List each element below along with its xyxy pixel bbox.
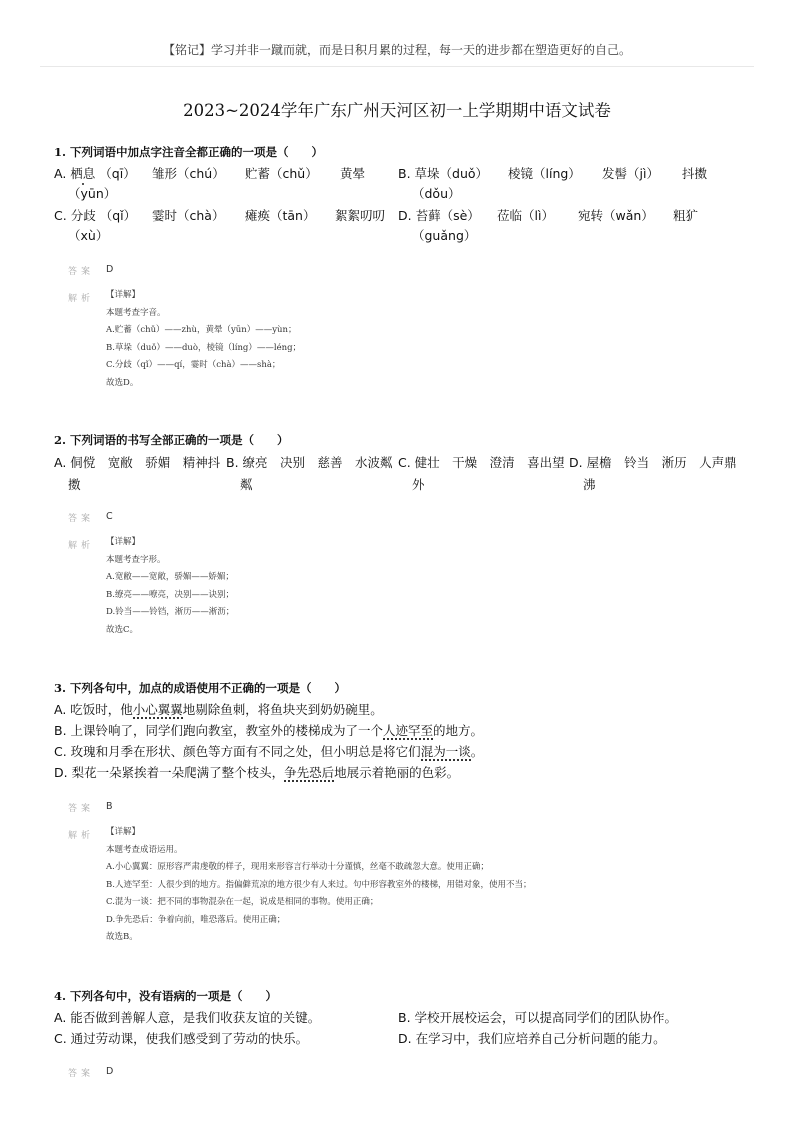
option-word: 发髻（jì） bbox=[602, 166, 659, 181]
analysis-label: 解析 bbox=[68, 831, 95, 841]
answer-value: D bbox=[106, 264, 114, 275]
answer-label: 答案 bbox=[68, 267, 95, 277]
option-word: 棱镜（líng） bbox=[508, 166, 581, 181]
question-4-stem: 4. 下列各句中，没有语病的一项是（ ） bbox=[54, 989, 278, 1003]
option-word: 栖息 bbox=[70, 166, 96, 181]
option-word: 分歧 bbox=[70, 208, 96, 223]
option-word: 抖擞 bbox=[682, 166, 708, 181]
option-pinyin-wrap: （xù） bbox=[68, 228, 109, 243]
emphasized-idiom: 人迹罕至 bbox=[383, 723, 434, 738]
question-2-option-c[interactable]: C. 健壮 干燥 澄清 喜出望 bbox=[398, 455, 565, 470]
question-3-stem: 3. 下列各句中，加点的成语使用不正确的一项是（ ） bbox=[54, 681, 347, 695]
option-pinyin-wrap: （dǒu） bbox=[412, 186, 461, 201]
answer-value: C bbox=[106, 511, 113, 522]
motto-banner: 【铭记】学习并非一蹴而就，而是日积月累的过程，每一天的进步都在塑造更好的自己。 bbox=[162, 43, 631, 57]
analysis-label: 解析 bbox=[68, 541, 95, 551]
analysis-text: 【详解】 本题考查字形。 A.宽敝——宽敞，骄媚——娇媚； B.缭亮——嘹亮，决别——诀别； D.铃当——铃铛，淅历——淅沥； 故选C。 bbox=[106, 537, 235, 635]
emphasized-idiom: 混为一谈 bbox=[420, 744, 471, 759]
answer-value: B bbox=[106, 801, 113, 812]
option-wrap: 粼 bbox=[240, 477, 253, 492]
question-4-option-d[interactable]: D. 在学习中，我们应培养自己分析问题的能力。 bbox=[398, 1031, 666, 1046]
question-3-option-a[interactable]: A. 吃饭时，他小心翼翼地剔除鱼刺，将鱼块夹到奶奶碗里。 bbox=[54, 702, 383, 717]
option-pinyin-wrap: （guǎng） bbox=[412, 228, 477, 243]
answer-label: 答案 bbox=[68, 514, 95, 524]
question-1-option-b[interactable] bbox=[398, 164, 488, 182]
emphasized-idiom: 争先恐后 bbox=[284, 765, 335, 780]
option-letter: C. bbox=[54, 208, 67, 223]
answer-label: 答案 bbox=[68, 1069, 95, 1079]
option-wrap: 沸 bbox=[583, 477, 596, 492]
option-word: 雏形（chú） bbox=[152, 166, 225, 181]
emphasized-idiom: 小心翼翼 bbox=[132, 702, 183, 717]
question-2-option-a[interactable]: A. 侗傥 宽敝 骄媚 精神抖 bbox=[54, 455, 221, 470]
option-pinyin-wrap: （yūn） bbox=[68, 186, 117, 201]
question-1-option-d[interactable] bbox=[398, 206, 480, 224]
question-2-option-d[interactable]: D. 屋檐 铃当 淅历 人声鼎 bbox=[569, 455, 737, 470]
option-word: 苔藓（sè） bbox=[415, 208, 480, 223]
header-divider bbox=[40, 66, 754, 67]
option-word: 贮蓄（chǔ） bbox=[245, 166, 318, 181]
option-word: 絮絮叨叨 bbox=[335, 208, 386, 223]
option-letter: A. bbox=[54, 166, 67, 181]
question-4-option-b[interactable]: B. 学校开展校运会，可以提高同学们的团队协作。 bbox=[398, 1010, 678, 1025]
option-letter: D. bbox=[398, 208, 412, 223]
answer-label: 答案 bbox=[68, 804, 95, 814]
question-2-stem: 2. 下列词语的书写全部正确的一项是（ ） bbox=[54, 433, 289, 447]
option-word: 粗犷 bbox=[673, 208, 699, 223]
option-pinyin: （qǐ） bbox=[99, 208, 137, 223]
option-pinyin: （qī） bbox=[99, 166, 136, 181]
analysis-text: 【详解】 本题考查字音。 A.贮蓄（chǔ）——zhù，黄晕（yūn）——yùn； B.草垛（duǒ）——duò，棱镜（líng）——léng； C.分歧（qǐ）——qí，霎时（chà）——shà； 故选D。 bbox=[106, 290, 302, 388]
option-wrap: 外 bbox=[412, 477, 425, 492]
question-4-option-c[interactable]: C. 通过劳动课，使我们感受到了劳动的快乐。 bbox=[54, 1031, 309, 1046]
question-3-option-d[interactable]: D. 梨花一朵紧挨着一朵爬满了整个枝头，争先恐后地展示着艳丽的色彩。 bbox=[54, 765, 460, 780]
question-3-option-c[interactable]: C. 玫瑰和月季在形状、颜色等方面有不同之处，但小明总是将它们混为一谈。 bbox=[54, 744, 484, 759]
question-1-option-a[interactable] bbox=[54, 164, 136, 182]
option-word: 草垛（duǒ） bbox=[414, 166, 489, 181]
question-2-option-b[interactable]: B. 缭亮 决别 慈善 水波粼 bbox=[226, 455, 393, 470]
option-wrap: 擞 bbox=[68, 477, 81, 492]
question-3-option-b[interactable]: B. 上课铃响了，同学们跑向教室，教室外的楼梯成为了一个人迹罕至的地方。 bbox=[54, 723, 484, 738]
option-word: 宛转（wǎn） bbox=[578, 208, 654, 223]
option-word: 黄晕 bbox=[340, 166, 366, 181]
analysis-text: 【详解】 本题考查成语运用。 A.小心翼翼：原形容严肃虔敬的样子，现用来形容言行举动十分谨慎，丝毫不敢疏忽大意。使用正确； B.人迹罕至：人很少到的地方。指偏僻荒凉的地方很少有人来过。句中形容教室外的楼梯，用错对象，使用不当； C.混为一谈：把不同的事物混杂在一起，说成是相同的事物。使用正确； D.争先恐后：争着向前，唯恐落后。使用正确； 故选B。 bbox=[106, 827, 532, 942]
option-word: 莅临（lì） bbox=[497, 208, 554, 223]
question-1-option-c[interactable] bbox=[54, 206, 136, 224]
exam-title: 2023~2024学年广东广州天河区初一上学期期中语文试卷 bbox=[183, 101, 611, 120]
option-word: 霎时（chà） bbox=[152, 208, 225, 223]
question-4-option-a[interactable]: A. 能否做到善解人意，是我们收获友谊的关键。 bbox=[54, 1010, 321, 1025]
answer-value: D bbox=[106, 1066, 114, 1077]
option-word: 瘫痪（tān） bbox=[245, 208, 316, 223]
analysis-label: 解析 bbox=[68, 294, 95, 304]
question-1-stem: 1. 下列词语中加点字注音全都正确的一项是（ ） bbox=[54, 145, 324, 159]
option-letter: B. bbox=[398, 166, 411, 181]
